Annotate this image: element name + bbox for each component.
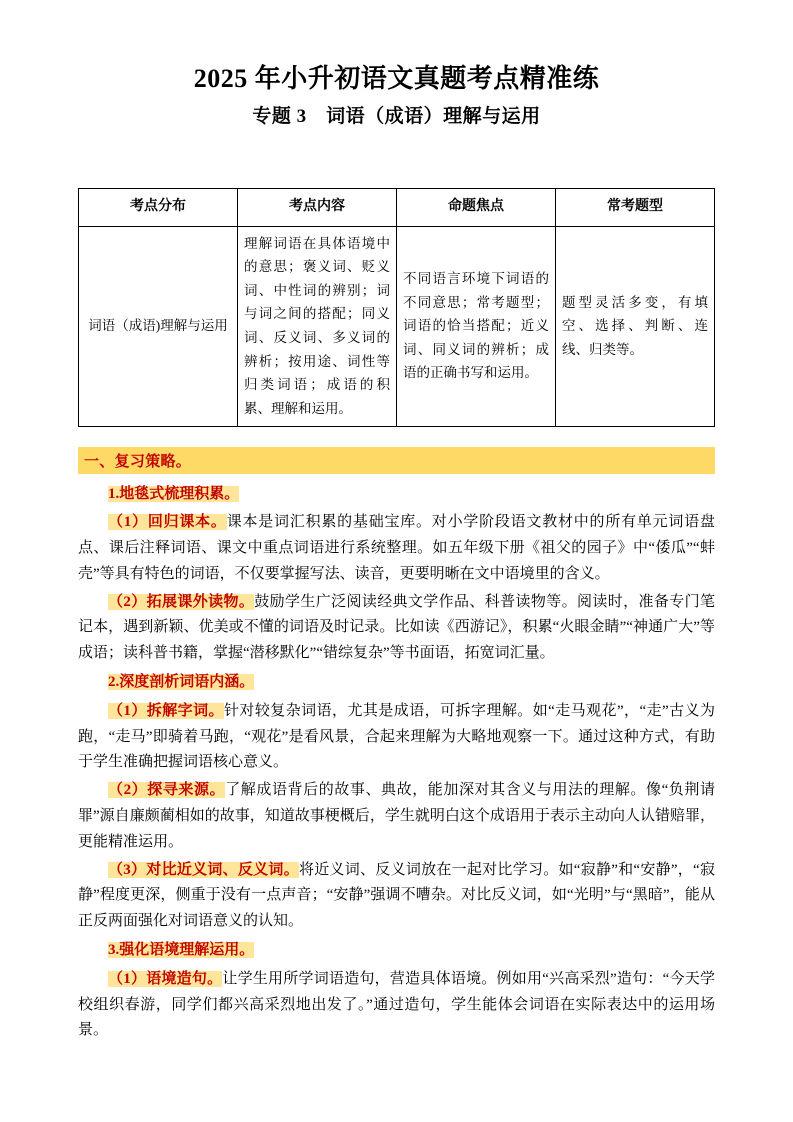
paragraph-lead-2-3: （3）对比近义词、反义词。 [108,861,299,878]
paragraph-1-1 [78,510,715,587]
table-cell-distribution: 词语（成语)理解与运用 [79,226,238,426]
paragraph-text-2-2: 了解成语背后的故事、典故，能加深对其含义与用法的理解。像“负荆请罪”源自廉颇蔺相如的故事，知道故事梗概后，学生就明白这个成语用于表示主动向人认错赔罪，更能精准运用。 [78,782,715,850]
table-row [79,226,715,426]
page-subtitle: 专题 3 词语（成语）理解与运用 [252,106,541,127]
table-header-cell-content: 考点内容 [238,189,397,227]
page-title: 2025 年小升初语文真题考点精准练 [193,64,600,93]
title-spacer [78,132,715,188]
table-cell-content: 理解词语在具体语境中的意思；褒义词、贬义词、中性词的辨别；词与词之间的搭配；同义词、反义词、多义词的辨析；按用途、词性等归类词语；成语的积累、理解和运用。 [238,226,397,426]
subsection-label-3: 3.强化语境理解运用。 [108,942,255,959]
table-header-cell-question-types: 常考题型 [556,189,715,227]
paragraph-lead-2-2: （2）探寻来源。 [108,782,226,799]
subsection-label-1: 1.地毯式梳理积累。 [108,485,240,502]
paragraph-2-3 [78,858,715,935]
paragraph-lead-3-1: （1）语境造句。 [108,970,223,987]
table-header-row [79,189,715,227]
paragraph-text-2-3: 将近义词、反义词放在一起对比学习。如“寂静”和“安静”，“寂静”程度更深，侧重于没有一点声音；“安静”强调不嘈杂。对比反义词，如“光明”与“黑暗”，能从正反两面强化对词语意义的认知。 [78,861,715,930]
table-header-cell-focus: 命题焦点 [397,189,556,227]
paragraph-lead-1-1: （1）回归课本。 [108,514,227,531]
paragraph-2-2 [78,778,715,855]
section-heading-review-strategy: 一、复习策略。 [78,447,715,474]
paragraph-2-1 [78,699,715,776]
paragraph-1-2 [78,590,715,667]
paragraph-text-1-1: 课本是词汇积累的基础宝库。对小学阶段语文教材中的所有单元词语盘点、课后注释词语、课文中重点词语进行系统整理。如五年级下册《祖父的园子》中“倭瓜”“蚌壳”等具有特色的词语，不仅要掌握写法、读音，更要明晰在文中语境里的含义。 [78,514,715,582]
paragraph-3-1 [78,967,715,1044]
subsection-heading-1 [78,482,715,508]
subsection-heading-3 [78,938,715,964]
table-header-cell-distribution: 考点分布 [79,189,238,227]
table-cell-focus: 不同语言环境下词语的不同意思；常考题型；词语的恰当搭配；近义词、同义词的辨析；成语的正确书写和运用。 [397,226,556,426]
exam-points-table [78,188,715,427]
paragraph-text-2-1: 针对较复杂词语，尤其是成语，可拆字理解。如“走马观花”，“走”古义为跑，“走马”即骑着马跑，“观花”是看风景，合起来理解为大略地观察一下。通过这种方式，有助于学生准确把握词语核心意义。 [78,702,715,771]
paragraph-text-1-2: 鼓励学生广泛阅读经典文学作品、科普读物等。阅读时，准备专门笔记本，遇到新颖、优美或不懂的词语及时记录。比如读《西游记》，积累“火眼金睛”“神通广大”等成语；读科普书籍，掌握“潜移默化”“错综复杂”等书面语，拓宽词汇量。 [78,593,715,662]
subsection-heading-2 [78,670,715,696]
paragraph-text-3-1: 让学生用所学词语造句，营造具体语境。例如用“兴高采烈”造句：“今天学校组织春游，同学们都兴高采烈地出发了。”通过造句，学生能体会词语在实际表达中的运用场景。 [78,970,715,1039]
paragraph-lead-1-2: （2）拓展课外读物。 [108,593,255,610]
paragraph-lead-2-1: （1）拆解字词。 [108,702,224,719]
subsection-label-2: 2.深度剖析词语内涵。 [108,674,255,691]
table-cell-question-types: 题型灵活多变，有填空、选择、判断、连线、归类等。 [556,226,715,426]
